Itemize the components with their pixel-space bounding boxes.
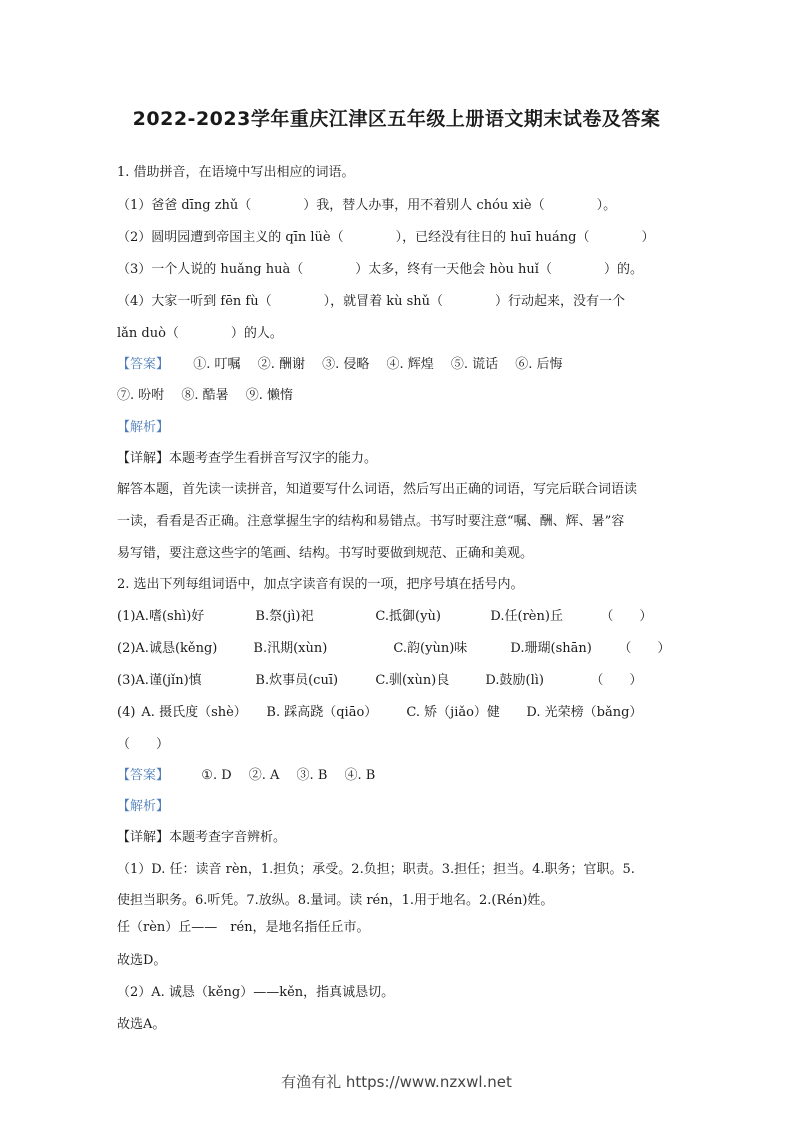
answer-blank: （ ） — [600, 609, 653, 624]
option-d: D.任(rèn)丘 — [490, 609, 563, 624]
q1-item-4-cont: lǎn duò（ ）的人。 — [117, 326, 283, 341]
q1-answers-1: ①. 叮嘱 ②. 酬谢 ③. 侵略 ④. 辉煌 ⑤. 谎话 ⑥. 后悔 — [193, 357, 563, 372]
option-a: A. 摄氏度（shè） — [141, 705, 247, 720]
answer-label: 【答案】 — [117, 357, 170, 372]
option-b: B.汛期(xùn) — [253, 641, 328, 656]
answer-label: 【答案】 — [117, 768, 170, 783]
q2-row-1 — [117, 609, 652, 625]
row-number: (1) — [117, 609, 136, 624]
option-a: A.谨(jǐn)慎 — [135, 673, 202, 688]
q2-explain-4: （2）A. 诚恳（kěng）——kěn，指真诚恳切。 — [117, 985, 395, 1000]
q2-explain-2: 使担当职务。6.听凭。7.放纵。8.量词。读 rén，1.用于地名。2.(Rén)姓。 — [117, 893, 554, 908]
option-b: B. 踩高跷（qiāo） — [266, 705, 378, 720]
option-d: D.珊瑚(shān) — [510, 641, 592, 656]
q2-explain-3: 任（rèn）丘—— rén，是地名指任丘市。 — [117, 920, 370, 935]
option-c: C. 矫（jiǎo）健 — [406, 705, 500, 720]
q1-answers-2: ⑦. 吩咐 ⑧. 酷暑 ⑨. 懒惰 — [117, 388, 294, 403]
option-c: C.韵(yùn)味 — [393, 641, 468, 656]
option-a: A.诚恳(kěng) — [135, 641, 218, 656]
q2-answer-line — [117, 768, 375, 784]
q2-conclusion-2: 故选A。 — [117, 1017, 166, 1032]
option-a: A.嗜(shì)好 — [135, 609, 205, 624]
q1-item-4: （4）大家一听到 fēn fù（ ），就冒着 kù shǔ（ ）行动起来，没有一个 — [117, 294, 626, 309]
option-d: D. 光荣榜（bǎng） — [526, 705, 643, 720]
answer-blank: （ ） — [618, 641, 671, 656]
q2-detail: 【详解】本题考查字音辨析。 — [117, 830, 287, 845]
q1-para-3: 易写错，要注意这些字的笔画、结构。书写时要做到规范、正确和美观。 — [117, 546, 534, 561]
q1-item-1: （1）爸爸 dīng zhǔ（ ）我，替人办事，用不着别人 chóu xiè（ ）。 — [117, 198, 617, 213]
option-d: D.鼓励(lì) — [485, 673, 544, 688]
q1-para-1: 解答本题，首先读一读拼音，知道要写什么词语，然后写出正确的词语，写完后联合词语读 — [117, 482, 638, 497]
question-1-stem: 1. 借助拼音，在语境中写出相应的词语。 — [117, 165, 355, 180]
q1-item-3: （3）一个人说的 huǎng huà（ ）太多，终有一天他会 hòu huǐ（ ）的。 — [117, 262, 643, 277]
q2-row-3 — [117, 673, 642, 689]
q1-detail: 【详解】本题考查学生看拼音写汉字的能力。 — [117, 451, 378, 466]
q1-para-2: 一读，看看是否正确。注意掌握生字的结构和易错点。书写时要注意“嘱、酬、辉、暑”容 — [117, 514, 625, 529]
question-2-stem: 2. 选出下列每组词语中，加点字读音有误的一项，把序号填在括号内。 — [117, 577, 524, 592]
q2-row-4 — [117, 705, 642, 721]
row-number: (2) — [117, 641, 136, 656]
q2-row-2 — [117, 641, 670, 657]
q1-item-2: （2）圆明园遭到帝国主义的 qīn lüè（ ），已经没有往日的 huī huáng（ ） — [117, 230, 655, 245]
q2-answers: ①. D ②. A ③. B ④. B — [201, 768, 376, 783]
q2-explain-1: （1）D. 任：读音 rèn，1.担负；承受。2.负担；职责。3.担任；担当。4.职务；官职。5. — [117, 862, 635, 877]
q2-row-4-blank: （ ） — [117, 737, 170, 752]
option-c: C.抵御(yù) — [375, 609, 441, 624]
q2-conclusion-1: 故选D。 — [117, 953, 167, 968]
answer-blank: （ ） — [590, 673, 643, 688]
q1-answer-line-1 — [117, 357, 563, 373]
analysis-label: 【解析】 — [117, 420, 170, 435]
row-number: (3) — [117, 673, 136, 688]
page-title: 2022-2023学年重庆江津区五年级上册语文期末试卷及答案 — [132, 108, 661, 130]
option-c: C.驯(xùn)良 — [375, 673, 450, 688]
analysis-label: 【解析】 — [117, 799, 170, 814]
option-b: B.炊事员(cuī) — [255, 673, 339, 688]
option-b: B.祭(jì)祀 — [255, 609, 314, 624]
footer-watermark: 有渔有礼 https://www.nzxwl.net — [281, 1073, 512, 1091]
row-number: (4) — [117, 705, 136, 720]
